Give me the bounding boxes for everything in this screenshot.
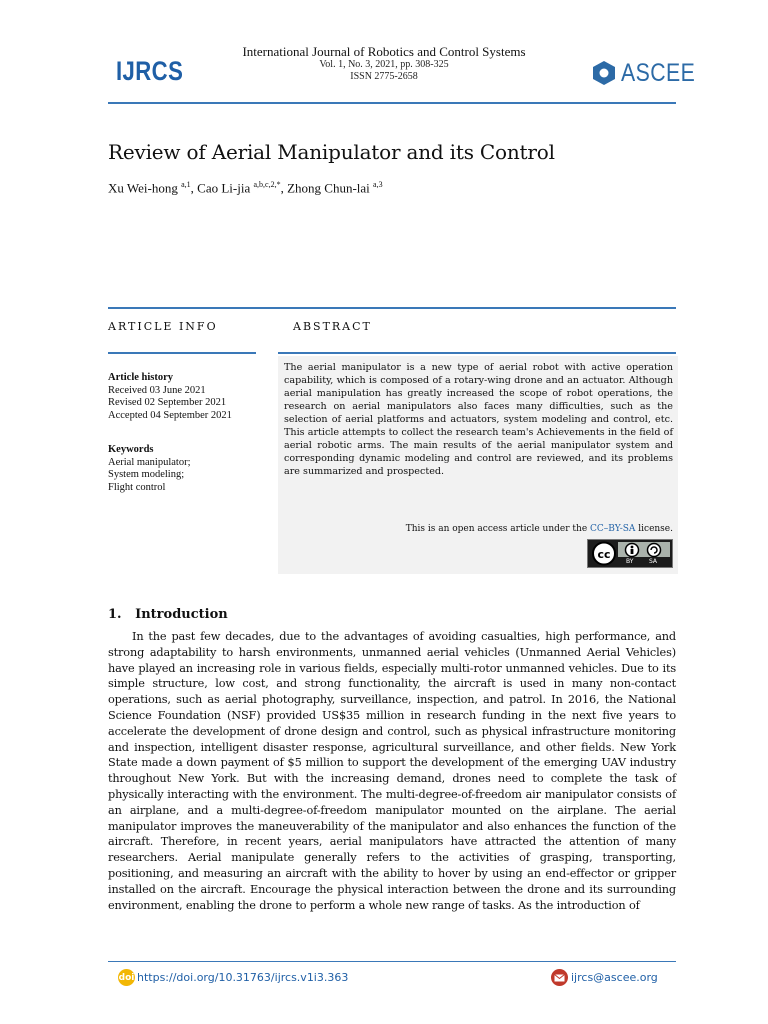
accepted-date: Accepted 04 September 2021 xyxy=(108,409,232,421)
hexagon-logo-icon xyxy=(592,60,616,86)
keywords-heading: Keywords xyxy=(108,444,154,455)
email-link[interactable] xyxy=(551,969,658,986)
abstract-heading: ABSTRACT xyxy=(293,320,372,333)
journal-header xyxy=(200,44,568,83)
cc-by-sa-badge[interactable] xyxy=(587,539,673,568)
keyword: Aerial manipulator; xyxy=(108,456,191,468)
section-rule-top xyxy=(108,307,676,309)
keyword: System modeling; xyxy=(108,469,185,480)
abstract-text: The aerial manipulator is a new type of aerial robot with active operation capability, which is composed of a rotary-wing drone and an actuator. Although aerial manipulation has greatly increased the scope of robot operations, the research on aerial manipulators also faces many difficulties, such as the selection of aerial platforms and actuators, system modeling and control, etc. This article attempts to collect the research team's Achievements in the field of aerial robotic arms. The main results of the aerial manipulator system and corresponding dynamic modeling and control are reviewed, and its problems are summarized and prospected. xyxy=(284,362,673,477)
keyword: Flight control xyxy=(108,481,166,493)
author-name: Xu Wei-hong xyxy=(108,180,182,196)
introduction-text: In the past few decades, due to the advantages of avoiding casualties, high performance, and strong adaptability to harsh environments, unmanned aerial vehicles (Unmanned Aerial Vehicles) have played an increasing role in various fields, especially multi-rotor unmanned vehicles. Due to its simple structure, low cost, and strong functionality, the aircraft is used in many non-contact operations, such as aerial photography, surveillance, inspection, and patrol. In 2016, the National Science Foundation (NSF) provided US$35 million in research funding in the next five years to accelerate the development of drone design and control, such as physical infrastructure monitoring and inspection, intelligent disaster response, agricultural surveillance, and other fields. New York State made a down payment of $5 million to support the development of the emerging UAV industry throughout New York. But with the increasing demand, drones need to complete the task of physically interacting with the environment. The multi-degree-of-freedom air manipulator consists of an airplane, and a multi-degree-of-freedom manipulator mounted on the airplane. The aerial manipulator improves the maneuverability of the manipulator and also enhances the function of the aircraft. Therefore, in recent years, aerial manipulators have attracted the attention of many researchers. Aerial manipulate generally refers to the activities of grasping, transporting, positioning, and measuring an aircraft with the ability to hover by using an end-effector or gripper installed on the aircraft. Encourage the physical interaction between the drone and its surrounding environment, enabling the drone to perform a whole new range of tasks. As the introduction of xyxy=(108,630,676,912)
journal-logo: IJRCS xyxy=(116,56,184,86)
article-info-rule xyxy=(108,352,256,354)
footer-rule xyxy=(108,961,676,962)
doi-icon: doi xyxy=(118,969,135,986)
author-list xyxy=(108,180,383,196)
license-prefix: This is an open access article under the xyxy=(405,524,591,534)
badge-by-label: BY xyxy=(626,558,634,565)
license-line xyxy=(284,524,673,534)
abstract-rule xyxy=(278,352,676,354)
author-separator: , xyxy=(190,180,198,196)
journal-name: International Journal of Robotics and Control Systems xyxy=(242,44,526,59)
section-heading-introduction: 1. Introduction xyxy=(108,607,228,622)
badge-sa-label: SA xyxy=(649,558,658,565)
author-affiliation: a,3 xyxy=(373,180,383,189)
doi-link[interactable] xyxy=(118,969,348,986)
author-separator: , xyxy=(280,180,288,196)
doi-url[interactable]: https://doi.org/10.31763/ijrcs.v1i3.363 xyxy=(137,971,349,984)
publisher-logo xyxy=(592,58,708,88)
article-history xyxy=(108,372,232,422)
email-address[interactable]: ijrcs@ascee.org xyxy=(571,971,658,984)
keywords xyxy=(108,444,191,494)
publisher-logo-text: ASCEE xyxy=(621,58,696,87)
svg-text:cc: cc xyxy=(597,548,611,561)
header-rule xyxy=(108,102,676,104)
license-link[interactable]: CC–BY-SA xyxy=(590,524,636,534)
received-date: Received 03 June 2021 xyxy=(108,384,206,396)
author-name: Cao Li-jia xyxy=(197,180,254,196)
article-info-heading: ARTICLE INFO xyxy=(108,320,218,333)
author-name: Zhong Chun-lai xyxy=(287,180,374,196)
author-affiliation: a,1 xyxy=(181,180,191,189)
author-affiliation: a,b,c,2,* xyxy=(253,180,281,189)
revised-date: Revised 02 September 2021 xyxy=(108,397,227,408)
issn: ISSN 2775-2658 xyxy=(350,71,418,82)
volume-info: Vol. 1, No. 3, 2021, pp. 308-325 xyxy=(319,59,449,70)
envelope-icon xyxy=(551,969,568,986)
article-history-heading: Article history xyxy=(108,372,174,383)
paper-title: Review of Aerial Manipulator and its Control xyxy=(108,140,555,164)
license-suffix: license. xyxy=(635,524,673,534)
